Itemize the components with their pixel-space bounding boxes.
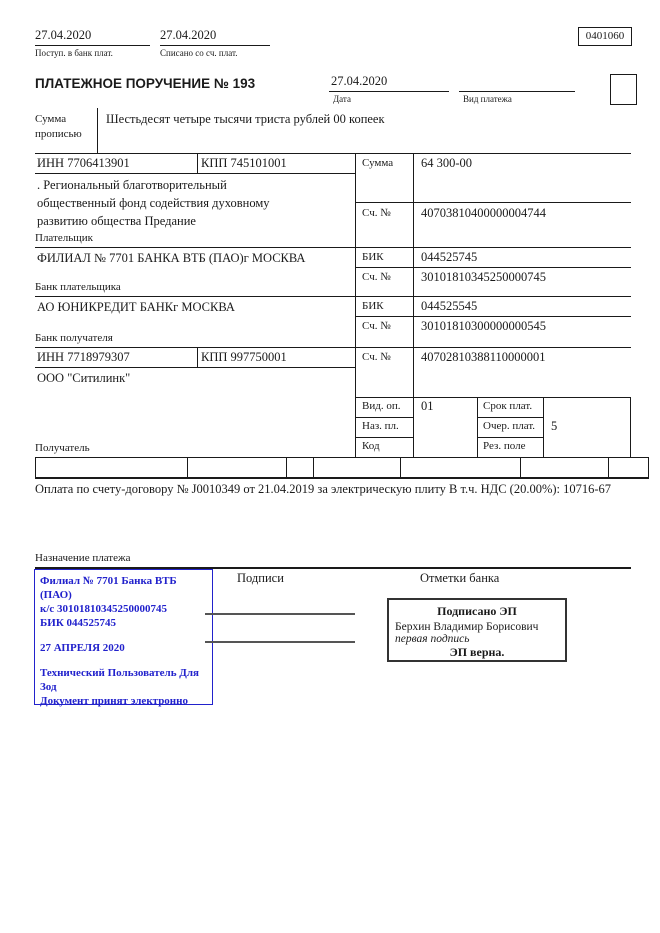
- reserve-field-label: Рез. поле: [483, 440, 526, 452]
- signature-line-2: [205, 641, 355, 643]
- grid-line: [608, 457, 609, 477]
- payee-account: 40702810388110000001: [421, 350, 546, 364]
- grid-line: [520, 457, 521, 477]
- op-type-label: Вид. оп.: [362, 400, 401, 412]
- payee-bank-bik-label: БИК: [362, 300, 384, 312]
- grid-line: [35, 347, 631, 348]
- grid-line: [355, 316, 631, 317]
- esign-verified: ЭП верна.: [449, 645, 505, 659]
- grid-line: [477, 397, 478, 457]
- payer-bank-bik-label: БИК: [362, 251, 384, 263]
- payer-bank-account-label: Сч. №: [362, 271, 391, 283]
- payee-bank-name: АО ЮНИКРЕДИТ БАНКг МОСКВА: [37, 300, 235, 314]
- grid-line: [355, 397, 631, 398]
- grid-line: [477, 417, 543, 418]
- grid-line: [355, 202, 631, 203]
- priority-value: 5: [551, 419, 558, 433]
- payee-bank-account-label: Сч. №: [362, 320, 391, 332]
- esign-name: Берхин Владимир Борисович: [395, 621, 539, 633]
- grid-line: [630, 397, 631, 457]
- grid-line: [313, 457, 314, 477]
- priority-label: Очер. плат.: [483, 420, 536, 432]
- payer-account-label: Сч. №: [362, 207, 391, 219]
- grid-line: [35, 457, 631, 458]
- sum-value: 64 300-00: [421, 156, 473, 170]
- bank-stamp-line: Филиал № 7701 Банка ВТБ (ПАО): [40, 575, 177, 601]
- sum-label: Сумма: [362, 157, 394, 169]
- bank-stamp-line: Технический Пользователь Для Зод: [40, 667, 199, 693]
- grid-line: [35, 457, 36, 477]
- payer-name-line2: общественный фонд содействия духовному: [37, 196, 270, 210]
- payee-bank-bik: 044525545: [421, 299, 478, 313]
- grid-line: [35, 367, 355, 368]
- bank-stamp-line: Документ принят электронно: [40, 695, 188, 707]
- document-date-underline: [329, 91, 449, 92]
- grid-line: [187, 457, 188, 477]
- payer-inn: ИНН 7706413901: [37, 156, 130, 170]
- bank-stamp-line: 27 АПРЕЛЯ 2020: [40, 642, 125, 654]
- payee-bank-account: 30101810300000000545: [421, 319, 546, 333]
- amount-words-label-line2: прописью: [35, 128, 82, 140]
- payee-account-label: Сч. №: [362, 351, 391, 363]
- date-received-label: Поступ. в банк плат.: [35, 48, 113, 58]
- grid-line: [35, 173, 355, 174]
- code-label: Код: [362, 440, 380, 452]
- signatures-label: Подписи: [237, 571, 284, 585]
- payee-kpp: КПП 997750001: [201, 350, 287, 364]
- payer-bank-name: ФИЛИАЛ № 7701 БАНКА ВТБ (ПАО)г МОСКВА: [37, 251, 306, 265]
- payer-bank-section-label: Банк плательщика: [35, 281, 121, 293]
- payer-name-line3: развитию общества Предание: [37, 214, 196, 228]
- bank-stamp-box: [34, 569, 213, 705]
- date-received-value: 27.04.2020: [35, 28, 92, 42]
- grid-line: [35, 153, 631, 154]
- payment-type-box: [610, 74, 637, 105]
- due-date-label: Срок плат.: [483, 400, 533, 412]
- payee-name: ООО "Ситилинк": [37, 371, 131, 385]
- grid-line: [608, 457, 648, 458]
- payer-section-label: Плательщик: [35, 232, 93, 244]
- esign-title: Подписано ЭП: [437, 604, 517, 618]
- esign-type: первая подпись: [395, 633, 470, 645]
- grid-line: [35, 477, 649, 479]
- bank-stamp-line: [40, 630, 208, 641]
- bank-marks-label: Отметки банка: [420, 571, 500, 585]
- amount-words-label-line1: Сумма: [35, 113, 67, 125]
- electronic-signature-box: [387, 598, 567, 662]
- payment-purpose-text: Оплата по счету-договору № J0010349 от 21.04.2019 за электрическую плиту В т.ч. НДС (20.00%): 10716-67: [35, 482, 612, 496]
- amount-words-value: Шестьдесят четыре тысячи триста рублей 00 копеек: [106, 112, 385, 126]
- payee-section-label: Получатель: [35, 442, 90, 454]
- grid-line: [355, 153, 356, 457]
- date-debited-label: Списано со сч. плат.: [160, 48, 238, 58]
- payer-bank-account: 30101810345250000745: [421, 270, 546, 284]
- grid-line: [35, 247, 631, 248]
- payer-name-line1: . Региональный благотворительный: [37, 178, 227, 192]
- grid-line: [197, 347, 198, 367]
- payer-kpp: КПП 745101001: [201, 156, 287, 170]
- grid-line: [355, 267, 631, 268]
- grid-line: [477, 437, 543, 438]
- purpose-code-label: Наз. пл.: [362, 420, 399, 432]
- date-debited-underline: [160, 45, 270, 46]
- grid-line: [35, 296, 631, 297]
- form-code-box: 0401060: [578, 27, 632, 46]
- document-title: ПЛАТЕЖНОЕ ПОРУЧЕНИЕ № 193: [35, 76, 256, 91]
- grid-line: [400, 457, 401, 477]
- grid-line: [355, 437, 413, 438]
- document-date-label: Дата: [333, 94, 351, 104]
- bank-stamp-line: БИК 044525745: [40, 617, 117, 629]
- grid-line: [543, 397, 544, 457]
- grid-line: [197, 153, 198, 173]
- payee-bank-section-label: Банк получателя: [35, 332, 113, 344]
- grid-line: [648, 457, 649, 477]
- signature-line-1: [205, 613, 355, 615]
- grid-line: [355, 417, 413, 418]
- date-debited-value: 27.04.2020: [160, 28, 217, 42]
- op-type-value: 01: [421, 399, 434, 413]
- payer-account: 40703810400000004744: [421, 206, 546, 220]
- payment-type-underline: [459, 91, 575, 92]
- payer-bank-bik: 044525745: [421, 250, 478, 264]
- payment-purpose-label: Назначение платежа: [35, 552, 131, 564]
- grid-line: [286, 457, 287, 477]
- payee-inn: ИНН 7718979307: [37, 350, 130, 364]
- amount-words-divider: [97, 108, 98, 153]
- document-date-value: 27.04.2020: [331, 74, 388, 88]
- date-received-underline: [35, 45, 150, 46]
- bank-stamp-line: [40, 655, 208, 666]
- bank-stamp-line: к/с 30101810345250000745: [40, 603, 168, 615]
- grid-line: [413, 153, 414, 457]
- payment-type-label: Вид платежа: [463, 94, 512, 104]
